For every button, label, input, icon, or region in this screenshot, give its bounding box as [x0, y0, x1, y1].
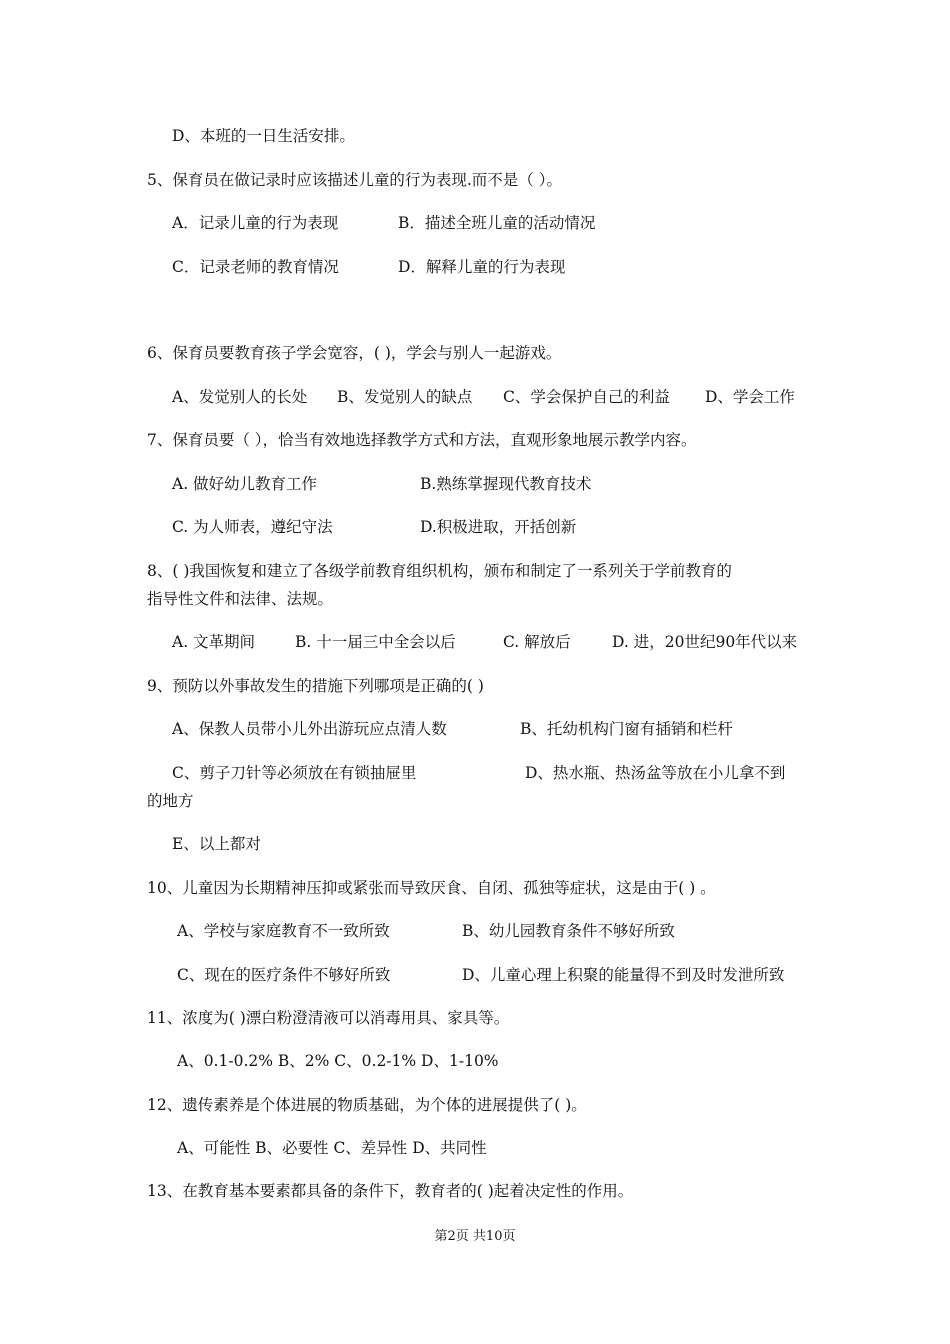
question-8-option-c: C. 解放后	[503, 633, 571, 651]
question-10-option-d: D、儿童心理上积聚的能量得不到及时发泄所致	[462, 966, 785, 984]
page-footer: 第2页 共10页	[434, 1229, 516, 1244]
question-9-option-d-line-1: D、热水瓶、热汤盆等放在小儿拿不到	[525, 764, 786, 782]
question-7-stem: 7、保育员要（ ），恰当有效地选择教学方式和方法，直观形象地展示教学内容。	[147, 431, 697, 449]
question-5-stem: 5、保育员在做记录时应该描述儿童的行为表现.而不是（ ）。	[147, 171, 562, 189]
question-8-stem-line-1: 8、( )我国恢复和建立了各级学前教育组织机构，颁布和制定了一系列关于学前教育的	[147, 562, 732, 580]
question-8-option-d: D. 进，20世纪90年代以来	[612, 633, 798, 651]
question-13-stem: 13、在教育基本要素都具备的条件下，教育者的( )起着决定性的作用。	[147, 1182, 634, 1200]
question-5-option-a: A．记录儿童的行为表现	[172, 214, 339, 232]
question-11-options: A、0.1-0.2% B、2% C、0.2-1% D、1-10%	[177, 1052, 499, 1070]
question-8-stem-line-2: 指导性文件和法律、法规。	[147, 590, 334, 608]
question-9-option-b: B、托幼机构门窗有插销和栏杆	[520, 720, 733, 738]
question-7-option-b: B.熟练掌握现代教育技术	[420, 475, 592, 493]
question-12-options: A、可能性 B、必要性 C、差异性 D、共同性	[177, 1139, 487, 1157]
question-10-stem: 10、儿童因为长期精神压抑或紧张而导致厌食、自闭、孤独等症状，这是由于( ) 。	[147, 879, 716, 897]
question-7-option-c: C. 为人师表，遵纪守法	[172, 518, 333, 536]
question-6-option-a: A、发觉别人的长处	[172, 388, 308, 406]
question-9-option-c: C、剪子刀针等必须放在有锁抽屉里	[172, 764, 417, 782]
question-9-option-e: E、以上都对	[172, 835, 261, 853]
question-6-option-d: D、学会工作	[705, 388, 795, 406]
question-11-stem: 11、浓度为( )漂白粉澄清液可以消毒用具、家具等。	[147, 1009, 510, 1027]
question-5-option-b: B．描述全班儿童的活动情况	[398, 214, 596, 232]
question-7-option-d: D.积极进取，开括创新	[420, 518, 577, 536]
question-8-option-a: A. 文革期间	[172, 633, 256, 651]
question-7-option-a: A. 做好幼儿教育工作	[172, 475, 318, 493]
question-6-stem: 6、保育员要教育孩子学会宽容，( )，学会与别人一起游戏。	[147, 344, 562, 362]
question-10-option-c: C、现在的医疗条件不够好所致	[177, 966, 391, 984]
question-12-stem: 12、遗传素养是个体进展的物质基础，为个体的进展提供了( )。	[147, 1096, 587, 1114]
question-5-option-d: D．解释儿童的行为表现	[398, 258, 566, 276]
question-9-option-a: A、保教人员带小儿外出游玩应点清人数	[172, 720, 447, 738]
question-6-option-b: B、发觉别人的缺点	[337, 388, 473, 406]
question-5-option-c: C．记录老师的教育情况	[172, 258, 339, 276]
question-10-option-b: B、幼儿园教育条件不够好所致	[462, 922, 675, 940]
question-9-option-d-line-2: 的地方	[147, 792, 194, 810]
question-9-stem: 9、预防以外事故发生的措施下列哪项是正确的( )	[147, 677, 484, 695]
question-6-option-c: C、学会保护自己的利益	[503, 388, 670, 406]
question-10-option-a: A、学校与家庭教育不一致所致	[177, 922, 390, 940]
question-4-option-d: D、本班的一日生活安排。	[172, 127, 355, 145]
question-8-option-b: B. 十一届三中全会以后	[295, 633, 456, 651]
